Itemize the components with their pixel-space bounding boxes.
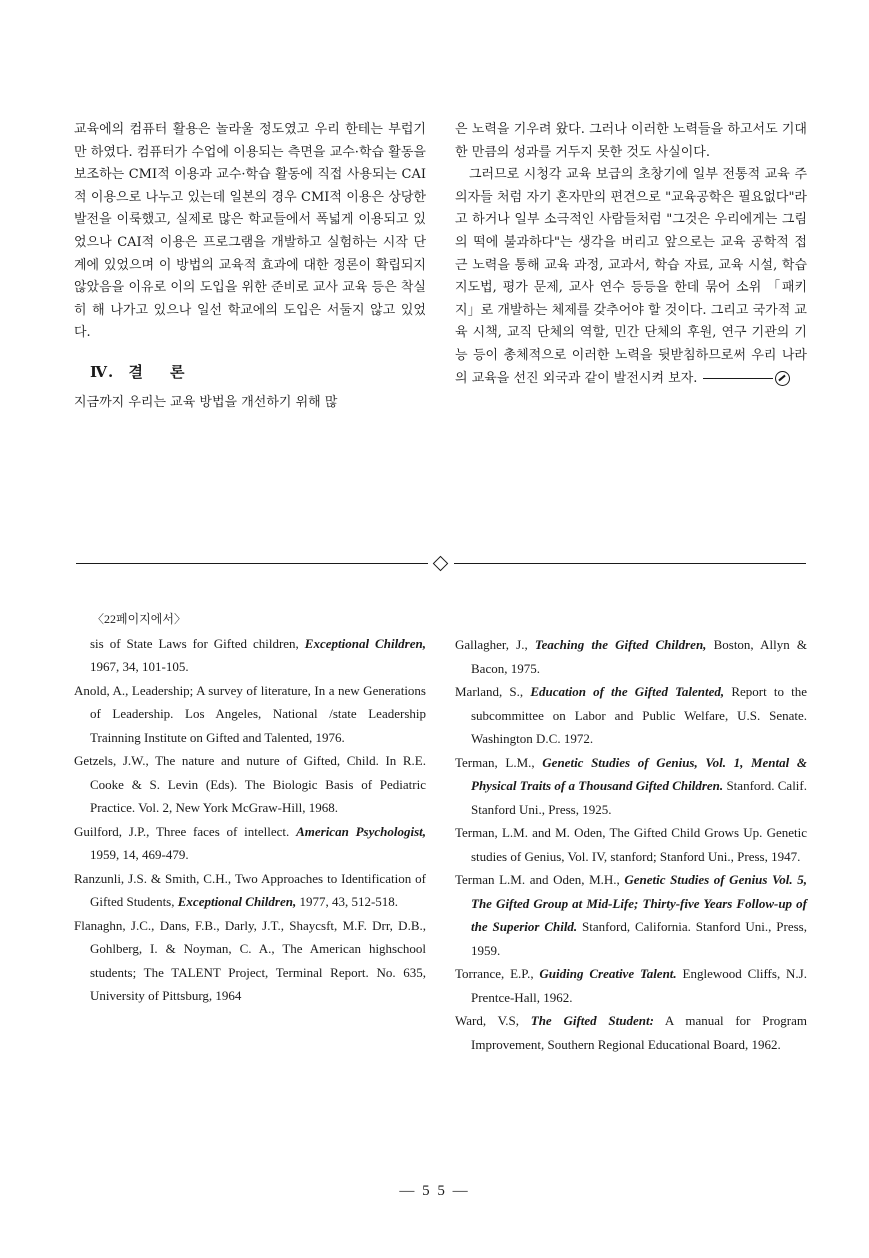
body-paragraph [455, 164, 807, 390]
reference-text: Ranzunli, J.S. & Smith, C.H., Two Approaches to Identification of Gifted Students, [74, 870, 426, 909]
reference-text: Anold, A., Leadership; A survey of literature, In a new Generations of Leadership. Los Angeles, National /state Leadership Trainning Institute on Gifted and Talented, 1976. [74, 682, 426, 745]
reference-text: Guilford, J.P., Three faces of intellect. [74, 823, 297, 839]
reference-entry [74, 867, 426, 914]
reference-entry [74, 914, 426, 1008]
reference-entry [455, 962, 807, 1009]
reference-text: Terman L.M. and Oden, M.H., [455, 872, 625, 887]
reference-text: Flanaghn, J.C., Dans, F.B., Darly, J.T., Shaycsft, M.F. Drr, D.B., Gohlberg, I. & Noyman, C. A., The American highschool students; The TALENT Project, Terminal Report. No. 635, University of Pittsburg, 1964 [74, 917, 426, 1003]
reference-entry [74, 749, 426, 820]
reference-text: sis of State Laws for Gifted children, [90, 635, 305, 651]
diamond-ornament-icon [433, 556, 449, 572]
page-number: — 5 5 — [399, 1183, 470, 1199]
reference-title: American Psychologist, [296, 823, 427, 839]
reference-title: Guiding Creative Talent. [539, 966, 677, 981]
reference-entry [74, 632, 426, 679]
reference-title: The Gifted Student: [530, 1013, 654, 1028]
reference-tail: Englewood Cliffs, N.J. Prentce-Hall, 1962. [471, 966, 807, 1005]
section-heading [90, 361, 426, 384]
reference-title: Education of the Gifted Talented, [530, 684, 725, 699]
section-number: Ⅳ. [90, 362, 115, 381]
reference-entry [455, 868, 807, 962]
reference-tail: A manual for Program Improvement, Southern Regional Educational Board, 1962. [471, 1013, 807, 1052]
body-paragraph: 교육에의 컴퓨터 활용은 놀라울 정도였고 우리 한테는 부럽기만 하였다. 컴퓨터가 수업에 이용되는 측면을 교수·학습 활동을 보조하는 CMI적 이용과 교수·학습 활동에 직접 사용되는 CAI적 이용으로 나누고 있는데 일본의 경우 CMI적 이용은 상당한 발전을 이룩했고, 실제로 많은 학교들에서 폭넓게 이용되고 있었으나 CAI적 이용은 프로그램을 개발하고 실험하는 시작 단계에 있었으며 이 방법의 교육적 효과에 대한 정론이 확립되지 않았음을 이유로 이의 도입을 위한 준비로 교사 교육 등은 착실히 해 나가고 있으나 일선 학교에의 도입은 서둘지 않고 있었다. [74, 122, 426, 341]
reference-entry [74, 820, 426, 867]
body-column-left [74, 119, 426, 414]
body-paragraph-text: 그러므로 시청각 교육 보급의 초창기에 일부 전통적 교육 주의자들 처럼 자기 혼자만의 편견으로 "교육공학은 필요없다"라고 하거나 일부 소극적인 사람들처럼 "그것은 우리에게는 그림의 떡에 불과하다"는 생각을 버리고 앞으로는 교육 공학적 접근 노력을 통해 교육 과정, 교과서, 학습 자료, 교육 시설, 학습 지도법, 평가 문제, 교사 연수 등등을 한데 묶어 소위 「패키지」로 개발하는 체제를 갖추어야 할 것이다. 그리고 국가적 교육 시책, 교직 단체의 역할, 민간 단체의 후원, 연구 기관의 기능 등이 총체적으로 이러한 노력을 뒷받침하므로써 우리 나라의 교육을 선진 외국과 같이 발전시켜 보자. [455, 167, 807, 386]
references-column-right [455, 633, 807, 1056]
continued-from-heading: 〈22페이지에서〉 [92, 612, 186, 626]
body-paragraph: 지금까지 우리는 교육 방법을 개선하기 위해 많 [74, 394, 338, 410]
reference-tail: Report to the subcommittee on Labor and Public Welfare, U.S. Senate. Washington D.C. 1972. [471, 684, 807, 746]
divider-line-right [454, 563, 806, 564]
end-of-article-icon [775, 371, 790, 386]
section-divider [76, 557, 806, 571]
divider-line-left [76, 563, 428, 564]
reference-entry [455, 633, 807, 680]
end-rule [703, 378, 773, 379]
section-title-part: 결 [128, 362, 144, 381]
reference-list-right [455, 633, 807, 1056]
body-paragraph: 은 노력을 기우려 왔다. 그러나 이러한 노력들을 하고서도 기대한 만큼의 성과를 거두지 못한 것도 사실이다. [455, 122, 807, 160]
reference-entry [455, 821, 807, 868]
reference-tail: 1967, 34, 101-105. [90, 659, 189, 674]
reference-title: Genetic Studies of Genius Vol. 5, The Gifted Group at Mid-Life; Thirty-five Years Follow-up of the Superior Child. [471, 872, 808, 934]
reference-entry [455, 680, 807, 751]
reference-tail: Stanford. Calif. Stanford Uni., Press, 1925. [471, 778, 808, 817]
references-column-left [74, 608, 426, 1008]
reference-tail: Boston, Allyn & Bacon, 1975. [471, 637, 807, 676]
reference-tail: 1977, 43, 512-518. [296, 894, 399, 909]
reference-tail: 1959, 14, 469-479. [90, 847, 189, 862]
reference-text: Ward, V.S, [455, 1013, 531, 1028]
reference-tail: Stanford, California. Stanford Uni., Press, 1959. [471, 919, 807, 958]
reference-text: Torrance, E.P., [455, 966, 540, 981]
reference-text: Marland, S., [455, 684, 531, 699]
reference-text: Terman, L.M., [455, 754, 543, 770]
section-title-part: 론 [169, 362, 186, 381]
reference-title: Teaching the Gifted Children, [534, 637, 707, 652]
body-column-right [455, 119, 807, 390]
reference-text: Gallagher, J., [455, 637, 535, 652]
reference-title: Genetic Studies of Genius, Vol. 1, Mental & Physical Traits of a Thousand Gifted Children. [471, 754, 808, 793]
reference-title: Exceptional Children, [177, 894, 297, 909]
reference-entry [455, 751, 807, 822]
reference-entry [74, 679, 426, 750]
reference-title: Exceptional Children, [304, 635, 426, 651]
reference-text: Terman, L.M. and M. Oden, The Gifted Child Grows Up. Genetic studies of Genius, Vol. IV, stanford; Stanford Uni., Press, 1947. [455, 825, 807, 864]
reference-text: Getzels, J.W., The nature and nuture of Gifted, Child. In R.E. Cooke & S. Levin (Eds). The Biologic Basis of Pediatric Practice. Vol. 2, New York McGraw-Hill, 1968. [74, 753, 426, 815]
reference-list-left [74, 632, 426, 1008]
reference-entry [455, 1009, 807, 1056]
